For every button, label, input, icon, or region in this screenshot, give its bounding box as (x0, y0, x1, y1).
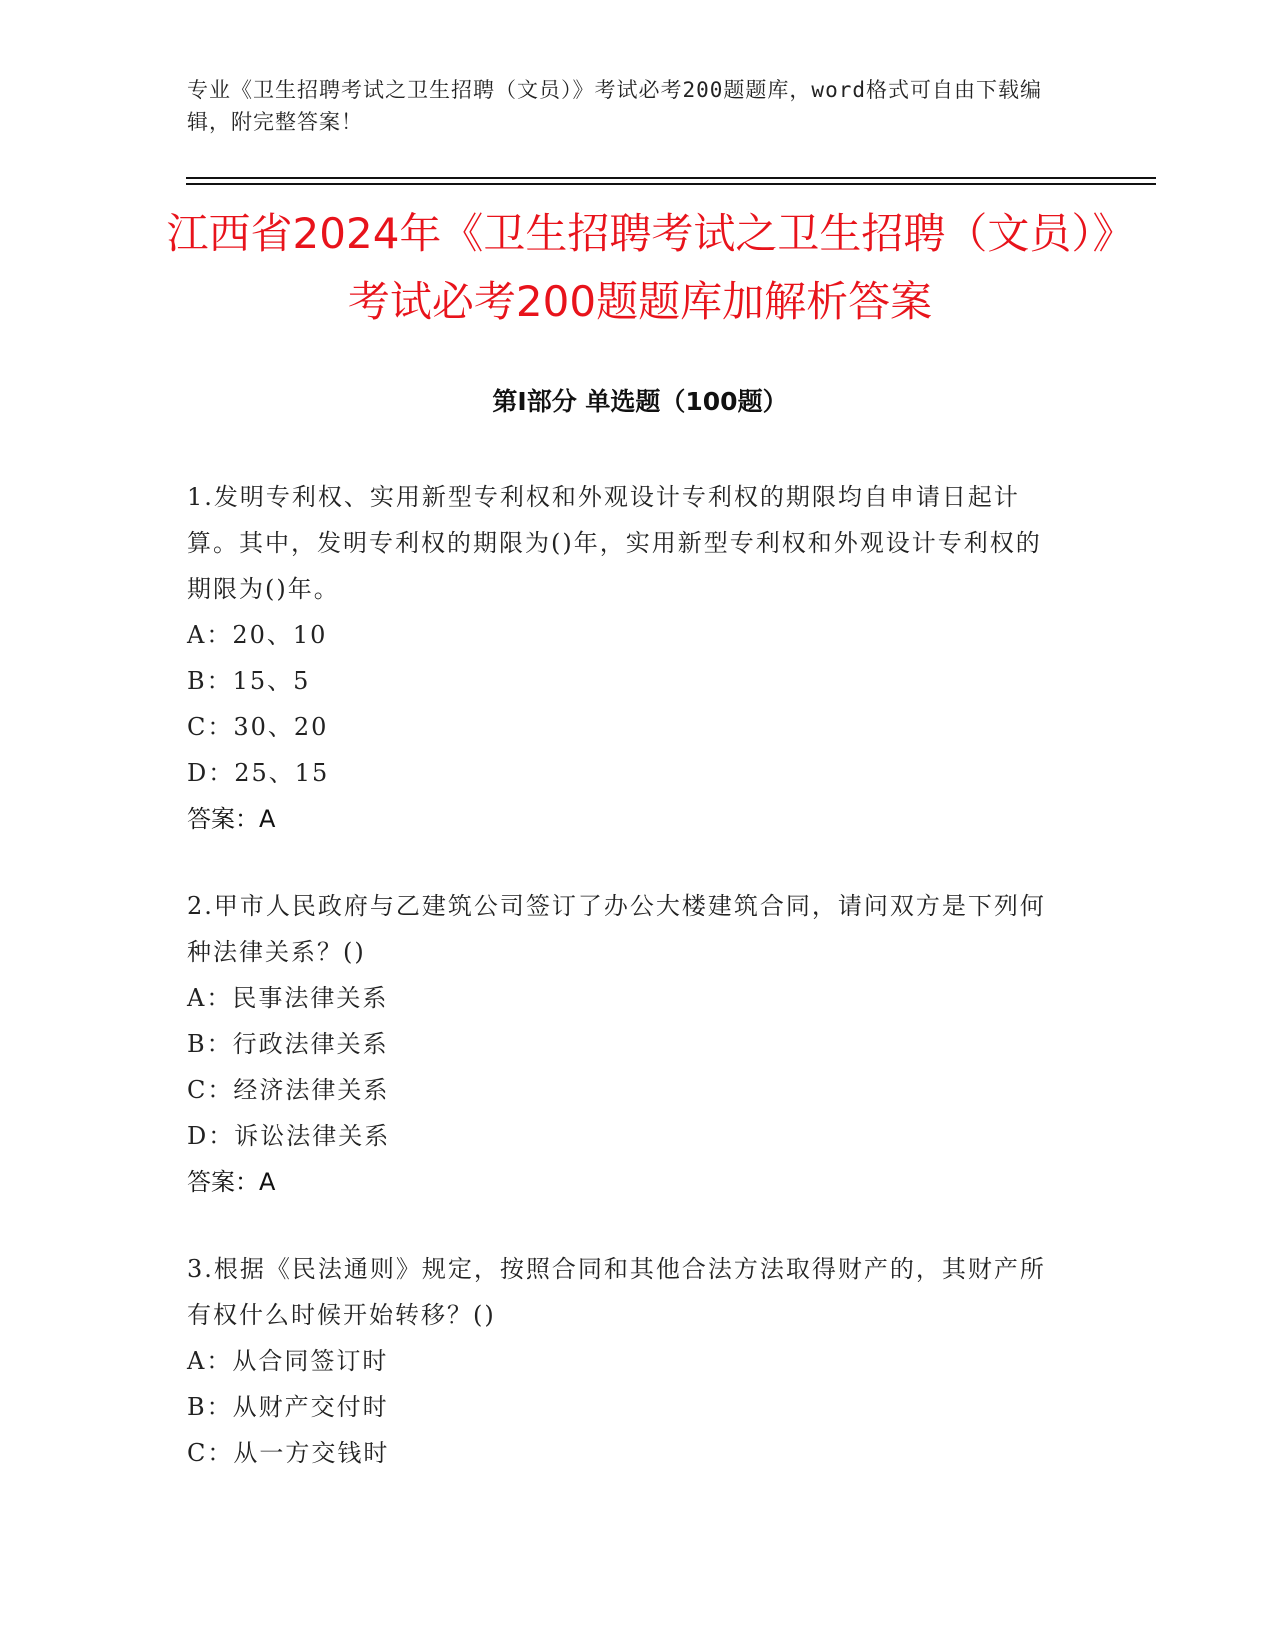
option-d: D：诉讼法律关系 (187, 1122, 391, 1150)
option-a: A：从合同签订时 (187, 1347, 389, 1375)
question-stem: 1.发明专利权、实用新型专利权和外观设计专利权的期限均自申请日起计算。其中，发明专利权的期限为()年，实用新型专利权和外观设计专利权的期限为()年。 (187, 483, 1042, 603)
option-c: C：30、20 (187, 713, 329, 741)
question-1 (187, 474, 1067, 842)
option-b: B：从财产交付时 (187, 1393, 389, 1421)
option-c: C：经济法律关系 (187, 1076, 390, 1104)
header-rule-top (186, 177, 1156, 179)
question-3 (187, 1246, 1067, 1476)
question-stem: 2.甲市人民政府与乙建筑公司签订了办公大楼建筑合同，请问双方是下列何种法律关系？() (187, 892, 1046, 966)
document-title: 江西省2024年《卫生招聘考试之卫生招聘（文员）》考试必考200题题库加解析答案 (166, 209, 1114, 326)
header-note: 专业《卫生招聘考试之卫生招聘（文员）》考试必考200题题库，word格式可自由下载编辑，附完整答案！ (187, 78, 1042, 134)
question-2 (187, 883, 1067, 1205)
section-title: 第Ⅰ部分 单选题（100题） (492, 387, 788, 416)
question-stem: 3.根据《民法通则》规定，按照合同和其他合法方法取得财产的，其财产所有权什么时候开始转移？() (187, 1255, 1046, 1329)
answer-line: 答案：A (187, 1168, 276, 1196)
option-a: A：民事法律关系 (187, 984, 389, 1012)
option-b: B：行政法律关系 (187, 1030, 389, 1058)
option-b: B：15、5 (187, 667, 311, 695)
option-a: A：20、10 (187, 621, 328, 649)
option-c: C：从一方交钱时 (187, 1439, 390, 1467)
header-rule-bottom (186, 183, 1156, 185)
answer-line: 答案：A (187, 805, 276, 833)
option-d: D：25、15 (187, 759, 330, 787)
